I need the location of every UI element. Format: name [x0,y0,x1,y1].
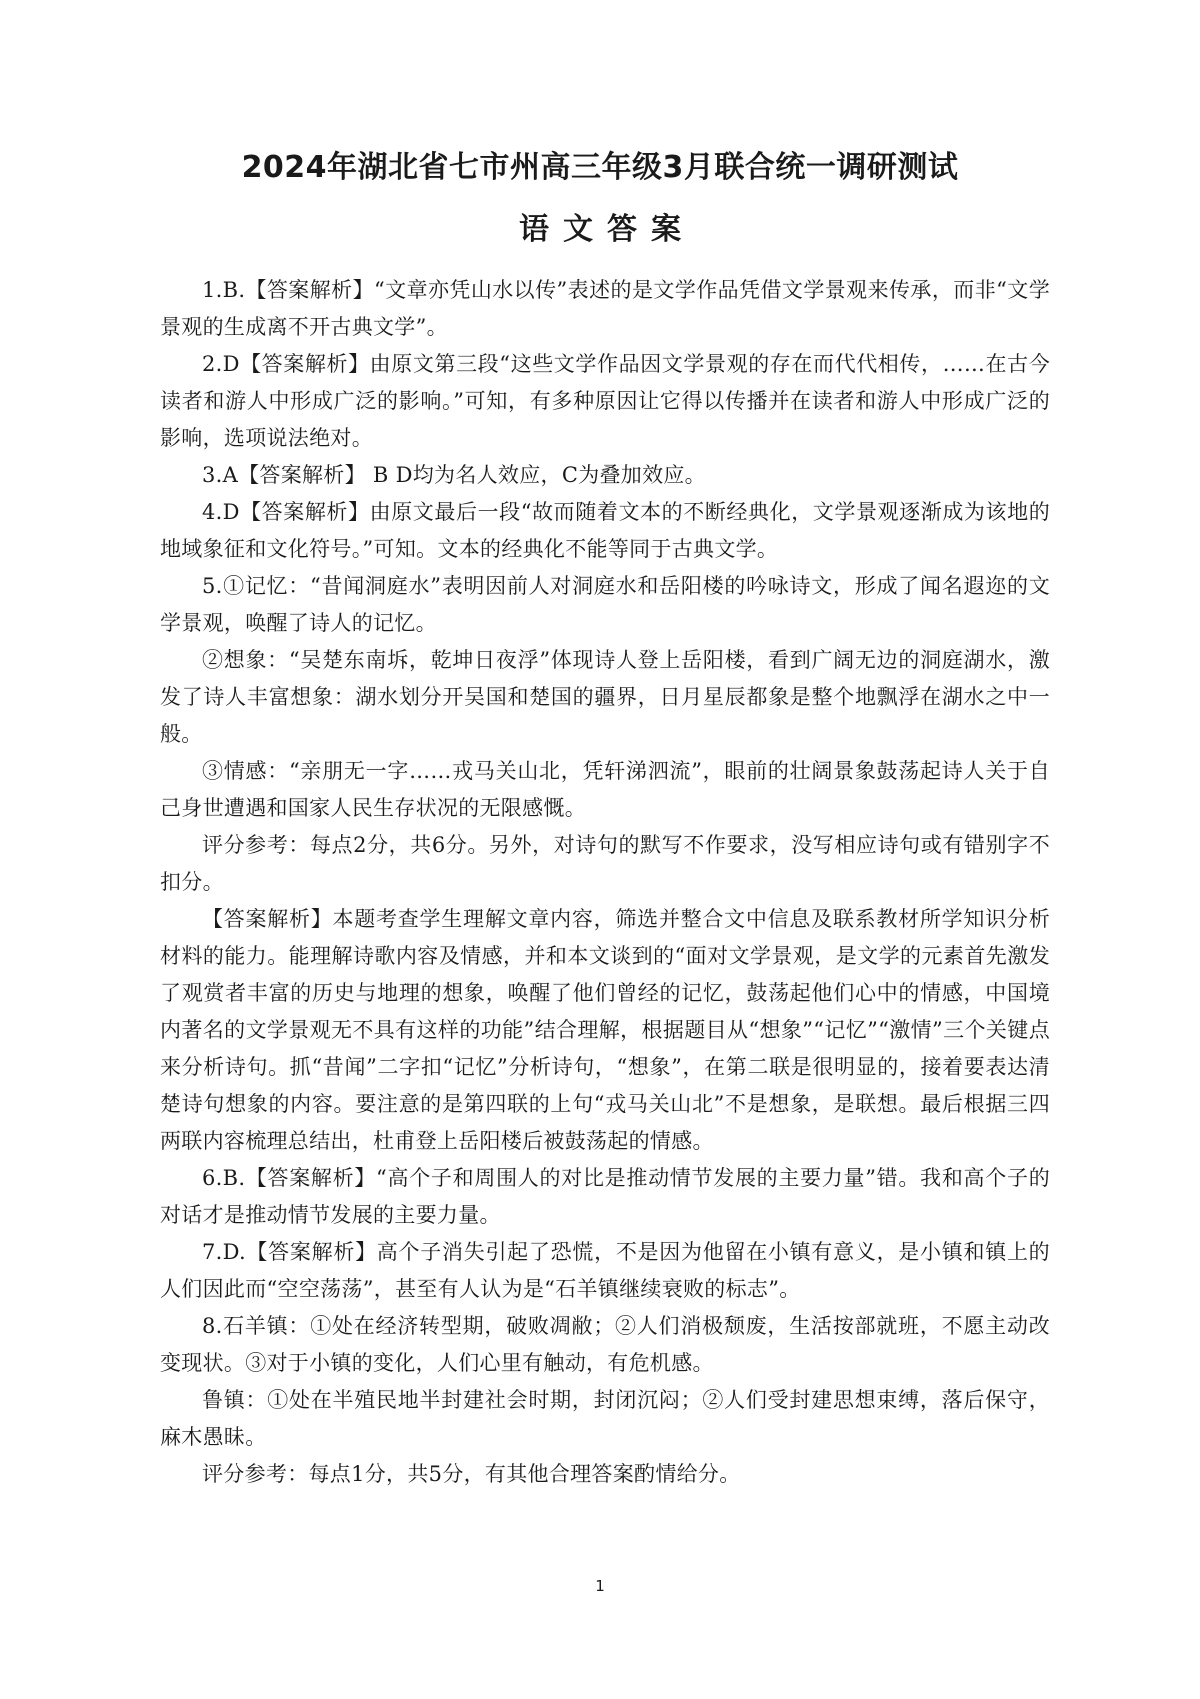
answer-paragraph-q5-memory: 5.①记忆：“昔闻洞庭水”表明因前人对洞庭水和岳阳楼的吟咏诗文，形成了闻名遐迩的文学景观，唤醒了诗人的记忆。 [160,574,1050,635]
answer-paragraph-q3: 3.A【答案解析】 B D均为名人效应，C为叠加效应。 [202,463,706,487]
answer-paragraph-q2: 2.D【答案解析】由原文第三段“这些文学作品因文学景观的存在而代代相传，……在古今读者和游人中形成广泛的影响。”可知，有多种原因让它得以传播并在读者和游人中形成广泛的影响，选项说法绝对。 [160,352,1050,450]
answer-paragraph-q6: 6.B.【答案解析】“高个子和周围人的对比是推动情节发展的主要力量”错。我和高个子的对话才是推动情节发展的主要力量。 [160,1166,1050,1227]
document-title: 2024年湖北省七市州高三年级3月联合统一调研测试 [241,150,959,185]
answer-paragraph-q8-luzhen: 鲁镇：①处在半殖民地半封建社会时期，封闭沉闷；②人们受封建思想束缚，落后保守，麻木愚昧。 [160,1388,1050,1449]
answer-paragraph-q8-shiyang: 8.石羊镇：①处在经济转型期，破败凋敝；②人们消极颓废，生活按部就班，不愿主动改变现状。③对于小镇的变化，人们心里有触动，有危机感。 [160,1314,1050,1375]
answer-paragraph-q5-emotion: ③情感：“亲朋无一字……戎马关山北，凭轩涕泗流”，眼前的壮阔景象鼓荡起诗人关于自己身世遭遇和国家人民生存状况的无限感慨。 [160,759,1050,820]
answer-paragraph-q5-imagination: ②想象：“吴楚东南坼，乾坤日夜浮”体现诗人登上岳阳楼，看到广阔无边的洞庭湖水，激发了诗人丰富想象：湖水划分开吴国和楚国的疆界，日月星辰都象是整个地飘浮在湖水之中一般。 [160,648,1050,746]
scoring-note-q8: 评分参考：每点1分，共5分，有其他合理答案酌情给分。 [202,1462,741,1486]
answer-body [160,272,1050,1493]
answer-paragraph-q4: 4.D【答案解析】由原文最后一段“故而随着文本的不断经典化，文学景观逐渐成为该地的地域象征和文化符号。”可知。文本的经典化不能等同于古典文学。 [160,500,1050,561]
page-number: 1 [595,1577,605,1595]
scoring-note-q5: 评分参考：每点2分，共6分。另外，对诗句的默写不作要求，没写相应诗句或有错别字不扣分。 [160,833,1050,894]
answer-paragraph-q7: 7.D.【答案解析】高个子消失引起了恐慌，不是因为他留在小镇有意义，是小镇和镇上的人们因此而“空空荡荡”，甚至有人认为是“石羊镇继续衰败的标志”。 [160,1240,1050,1301]
document-subtitle: 语文答案 [519,212,695,247]
answer-paragraph-q1: 1.B.【答案解析】“文章亦凭山水以传”表述的是文学作品凭借文学景观来传承，而非“文学景观的生成离不开古典文学”。 [160,278,1050,339]
analysis-paragraph-q5: 【答案解析】本题考查学生理解文章内容，筛选并整合文中信息及联系教材所学知识分析材料的能力。能理解诗歌内容及情感，并和本文谈到的“面对文学景观，是文学的元素首先激发了观赏者丰富的历史与地理的想象，唤醒了他们曾经的记忆，鼓荡起他们心中的情感，中国境内著名的文学景观无不具有这样的功能”结合理解，根据题目从“想象”“记忆”“激情”三个关键点来分析诗句。抓“昔闻”二字扣“记忆”分析诗句，“想象”，在第二联是很明显的，接着要表达清楚诗句想象的内容。要注意的是第四联的上句“戎马关山北”不是想象，是联想。最后根据三四两联内容梳理总结出，杜甫登上岳阳楼后被鼓荡起的情感。 [160,907,1050,1153]
